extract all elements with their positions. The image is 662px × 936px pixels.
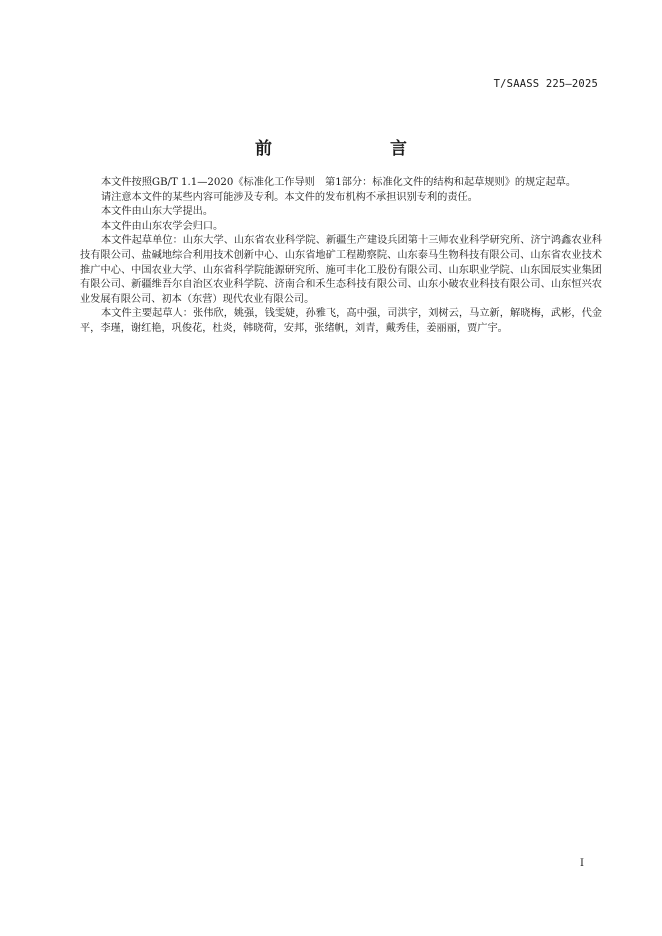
paragraph-drafters: 本文件主要起草人：张伟欣，姚强，钱雯婕，孙雅飞，高中强，司洪宇，刘树云，马立新，解晓梅，武彬，代金平，李瑾，谢红艳，巩俊花，杜炎，韩晓荷，安邦，张绪帆，刘青，戴秀佳，姜丽丽，贾广宇。 <box>80 308 602 334</box>
page-number: I <box>580 858 584 869</box>
paragraph-drafting-rules: 本文件按照GB/T 1.1—2020《标准化工作导则 第1部分：标准化文件的结构和起草规则》的规定起草。 <box>101 177 577 188</box>
paragraph-proposer: 本文件由山东大学提出。 <box>101 206 214 218</box>
standard-code: T/SAASS 225—2025 <box>493 78 598 90</box>
paragraph-patent-notice: 请注意本文件的某些内容可能涉及专利。本文件的发布机构不承担识别专利的责任。 <box>101 191 478 203</box>
paragraph-drafting-units: 本文件起草单位：山东大学、山东省农业科学院、新疆生产建设兵团第十三师农业科学研究所、济宁鸿鑫农业科技有限公司、盐碱地综合利用技术创新中心、山东省地矿工程勘察院、山东泰马生物科技有限公司、山东省农业技术推广中心、中国农业大学、山东省科学院能源研究所、施可丰化工股份有限公司、山东职业学院、山东国辰实业集团有限公司、新疆维吾尔自治区农业科学院、济南合和禾生态科技有限公司、山东小破农业科技有限公司、山东恒兴农业发展有限公司、初本（东营）现代农业有限公司。 <box>80 235 602 305</box>
page-title: 前 言 <box>255 139 435 159</box>
paragraph-centralized-unit: 本文件由山东农学会归口。 <box>101 220 224 232</box>
preface-body <box>80 176 602 337</box>
